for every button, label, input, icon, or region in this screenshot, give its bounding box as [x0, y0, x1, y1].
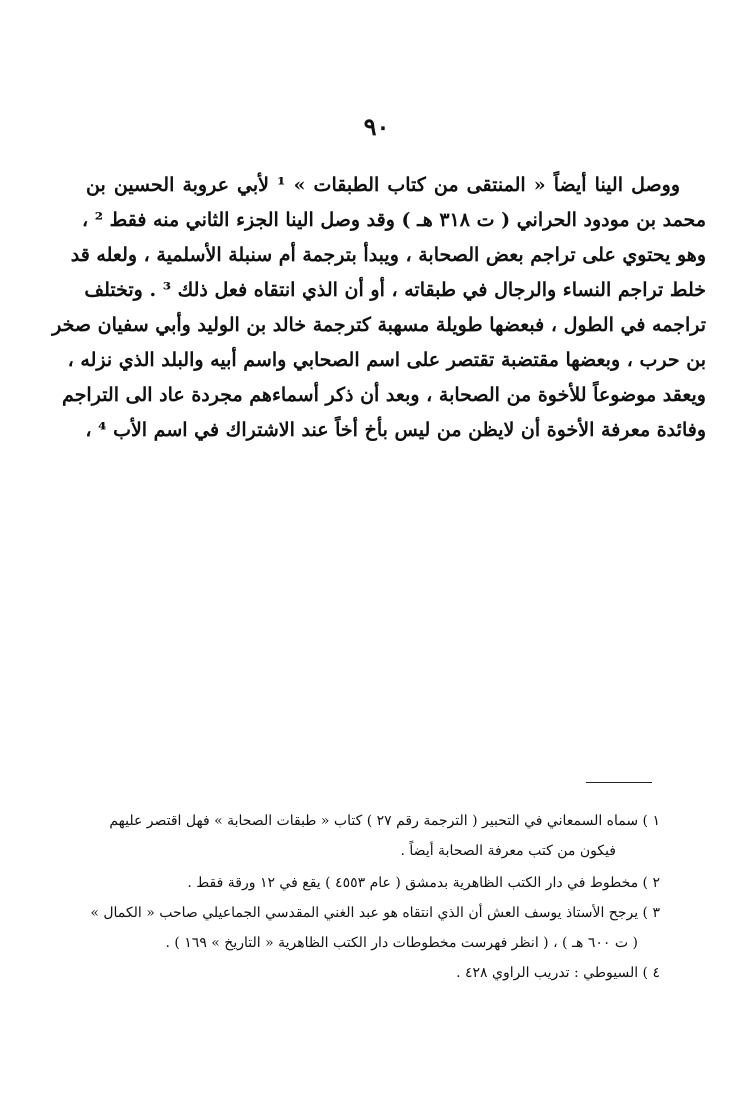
paragraph-line: ويعقد موضوعاً للأخوة من الصحابة ، وبعد أن ذكر أسماءهم مجردة عاد الى التراجم — [62, 384, 706, 406]
footnote-1: ١ ) سماه السمعاني في التحبير ( الترجمة رقم ٢٧ ) كتاب « طبقات الصحابة » فهل اقتصر عليهم — [109, 813, 660, 829]
paragraph-line: محمد بن مودود الحراني ( ت ٣١٨ هـ ) وقد وصل الينا الجزء الثاني منه فقط ² ، — [81, 209, 706, 231]
footnote-2: ٢ ) مخطوط في دار الكتب الظاهرية بدمشق ( عام ٤٥٥٣ ) يقع في ١٢ ورقة فقط . — [187, 875, 660, 891]
paragraph-line: ووصل الينا أيضاً « المنتقى من كتاب الطبقات » ¹ لأبي عروبة الحسين بن — [86, 174, 680, 196]
paragraph-line: خلط تراجم النساء والرجال في طبقاته ، أو أن الذي انتقاه فعل ذلك ³ . وتختلف — [84, 279, 706, 301]
page-number: ٩٠ — [363, 112, 390, 141]
paragraph-line: وفائدة معرفة الأخوة أن لايظن من ليس بأخ أخاً عند الاشتراك في اسم الأب ⁴ ، — [85, 419, 706, 441]
footnote-3: ٣ ) يرجح الأستاذ يوسف العش أن الذي انتقاه هو عبد الغني المقدسي الجماعيلي صاحب « الكمال » — [90, 905, 660, 921]
footnote-1-continuation: فيكون من كتب معرفة الصحابة أيضاً . — [400, 843, 616, 859]
main-paragraph — [52, 168, 706, 448]
paragraph-line: بن حرب ، وبعضها مقتضبة تقتصر على اسم الصحابي واسم أبيه والبلد الذي نزله ، — [67, 349, 706, 371]
footnote-separator — [586, 782, 652, 783]
footnotes — [60, 806, 660, 988]
footnote-4: ٤ ) السيوطي : تدريب الراوي ٤٢٨ . — [456, 965, 660, 981]
footnote-3-continuation: ( ت ٦٠٠ هـ ) ، ( انظر فهرست مخطوطات دار الكتب الظاهرية « التاريخ » ١٦٩ ) . — [165, 935, 638, 951]
paragraph-line: تراجمه في الطول ، فبعضها طويلة مسهبة كترجمة خالد بن الوليد وأبي سفيان صخر — [52, 314, 706, 336]
paragraph-line: وهو يحتوي على تراجم بعض الصحابة ، ويبدأ بترجمة أم سنبلة الأسلمية ، ولعله قد — [70, 244, 706, 266]
